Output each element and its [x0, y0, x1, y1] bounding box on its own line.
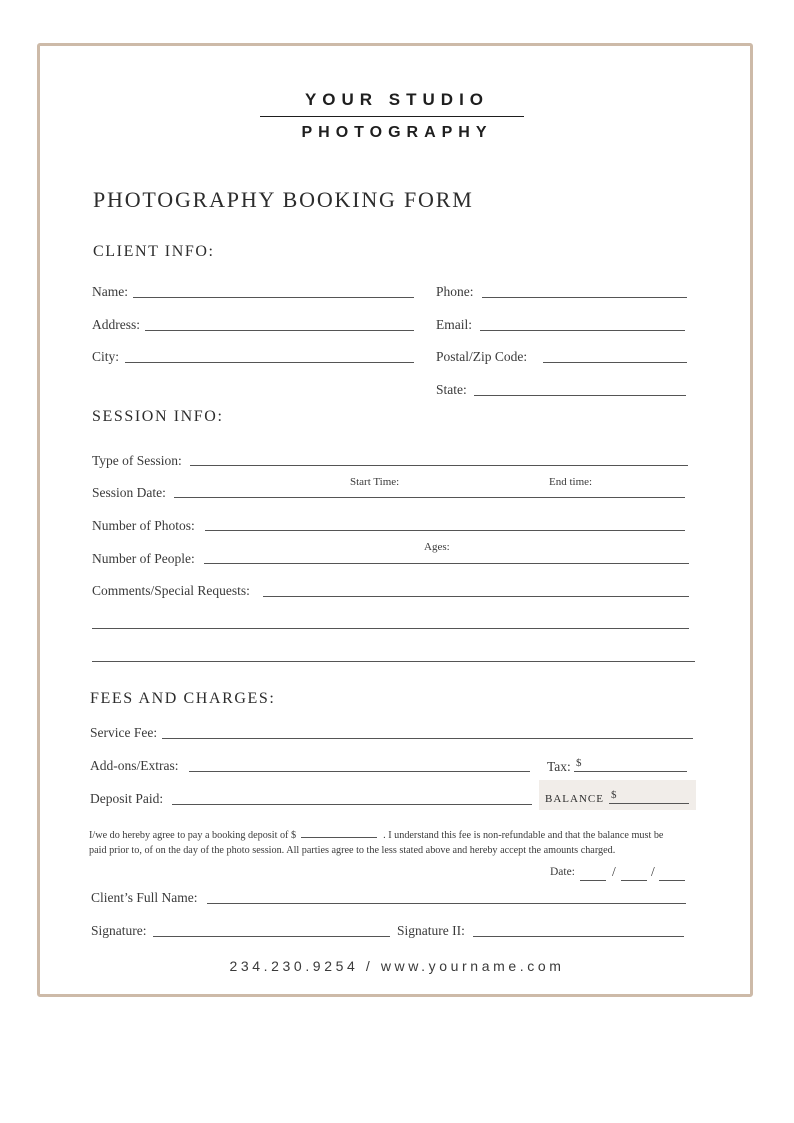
people-field[interactable] — [204, 563, 689, 564]
tax-label: Tax: — [547, 759, 571, 774]
studio-name-line2: PHOTOGRAPHY — [301, 124, 493, 141]
email-label: Email: — [436, 317, 472, 332]
address-label: Address: — [92, 317, 140, 332]
agreement-text-b: . I understand this fee is non-refundable and that the balance must be — [383, 830, 664, 841]
name-label: Name: — [92, 284, 128, 299]
date-day-field[interactable] — [580, 880, 606, 881]
session-type-field[interactable] — [190, 465, 688, 466]
signature2-field[interactable] — [473, 936, 684, 937]
comments-label: Comments/Special Requests: — [92, 583, 250, 598]
deposit-amount-blank[interactable] — [301, 827, 377, 838]
session-info-heading: SESSION INFO: — [92, 408, 224, 425]
address-field[interactable] — [145, 330, 414, 331]
state-field[interactable] — [474, 395, 686, 396]
logo-divider — [260, 116, 524, 117]
comments-field[interactable] — [263, 596, 689, 597]
city-label: City: — [92, 349, 120, 364]
agreement-line-1 — [89, 827, 699, 844]
state-label: State: — [436, 382, 467, 397]
deposit-field[interactable] — [172, 804, 532, 805]
ages-label: Ages: — [424, 541, 450, 553]
start-time-label: Start Time: — [350, 476, 400, 488]
service-fee-field[interactable] — [162, 738, 693, 739]
tax-currency: $ — [576, 757, 582, 769]
service-fee-label: Service Fee: — [90, 725, 158, 740]
date-year-field[interactable] — [659, 880, 685, 881]
deposit-label: Deposit Paid: — [90, 791, 164, 806]
balance-label: BALANCE — [545, 793, 604, 805]
balance-currency: $ — [611, 789, 617, 801]
phone-label: Phone: — [436, 284, 474, 299]
session-date-label: Session Date: — [92, 485, 166, 500]
postal-field[interactable] — [543, 362, 687, 363]
fees-heading: FEES AND CHARGES: — [90, 690, 276, 707]
agreement-text-a: I/we do hereby agree to pay a booking deposit of $ — [89, 830, 297, 841]
end-time-label: End time: — [549, 476, 593, 488]
phone-field[interactable] — [482, 297, 687, 298]
signature-field[interactable] — [153, 936, 390, 937]
footer-contact: 234.230.9254 / www.yourname.com — [229, 958, 565, 974]
photos-label: Number of Photos: — [92, 518, 195, 533]
form-title: PHOTOGRAPHY BOOKING FORM — [93, 187, 474, 212]
agreement-line-2: paid prior to, of on the day of the photo session. All parties agree to the less stated above and hereby accept the amounts charged. — [89, 845, 616, 856]
date-separator-2: / — [651, 864, 655, 879]
postal-label: Postal/Zip Code: — [436, 349, 528, 364]
full-name-label: Client’s Full Name: — [91, 890, 198, 905]
photos-field[interactable] — [205, 530, 685, 531]
session-date-field[interactable] — [174, 497, 685, 498]
comments-line-2[interactable] — [92, 628, 689, 629]
date-separator-1: / — [612, 864, 616, 879]
addons-field[interactable] — [189, 771, 530, 772]
session-type-label: Type of Session: — [92, 453, 182, 468]
date-label: Date: — [550, 866, 575, 878]
addons-label: Add-ons/Extras: — [90, 758, 179, 773]
signature2-label: Signature II: — [397, 923, 465, 938]
balance-field[interactable] — [609, 803, 689, 804]
city-field[interactable] — [125, 362, 414, 363]
client-info-heading: CLIENT INFO: — [93, 243, 215, 260]
date-month-field[interactable] — [621, 880, 647, 881]
signature-label: Signature: — [91, 923, 147, 938]
full-name-field[interactable] — [207, 903, 686, 904]
name-field[interactable] — [133, 297, 414, 298]
tax-field[interactable] — [574, 771, 687, 772]
comments-line-3[interactable] — [92, 661, 695, 662]
email-field[interactable] — [480, 330, 685, 331]
people-label: Number of People: — [92, 551, 195, 566]
studio-name-line1: YOUR STUDIO — [304, 90, 490, 109]
